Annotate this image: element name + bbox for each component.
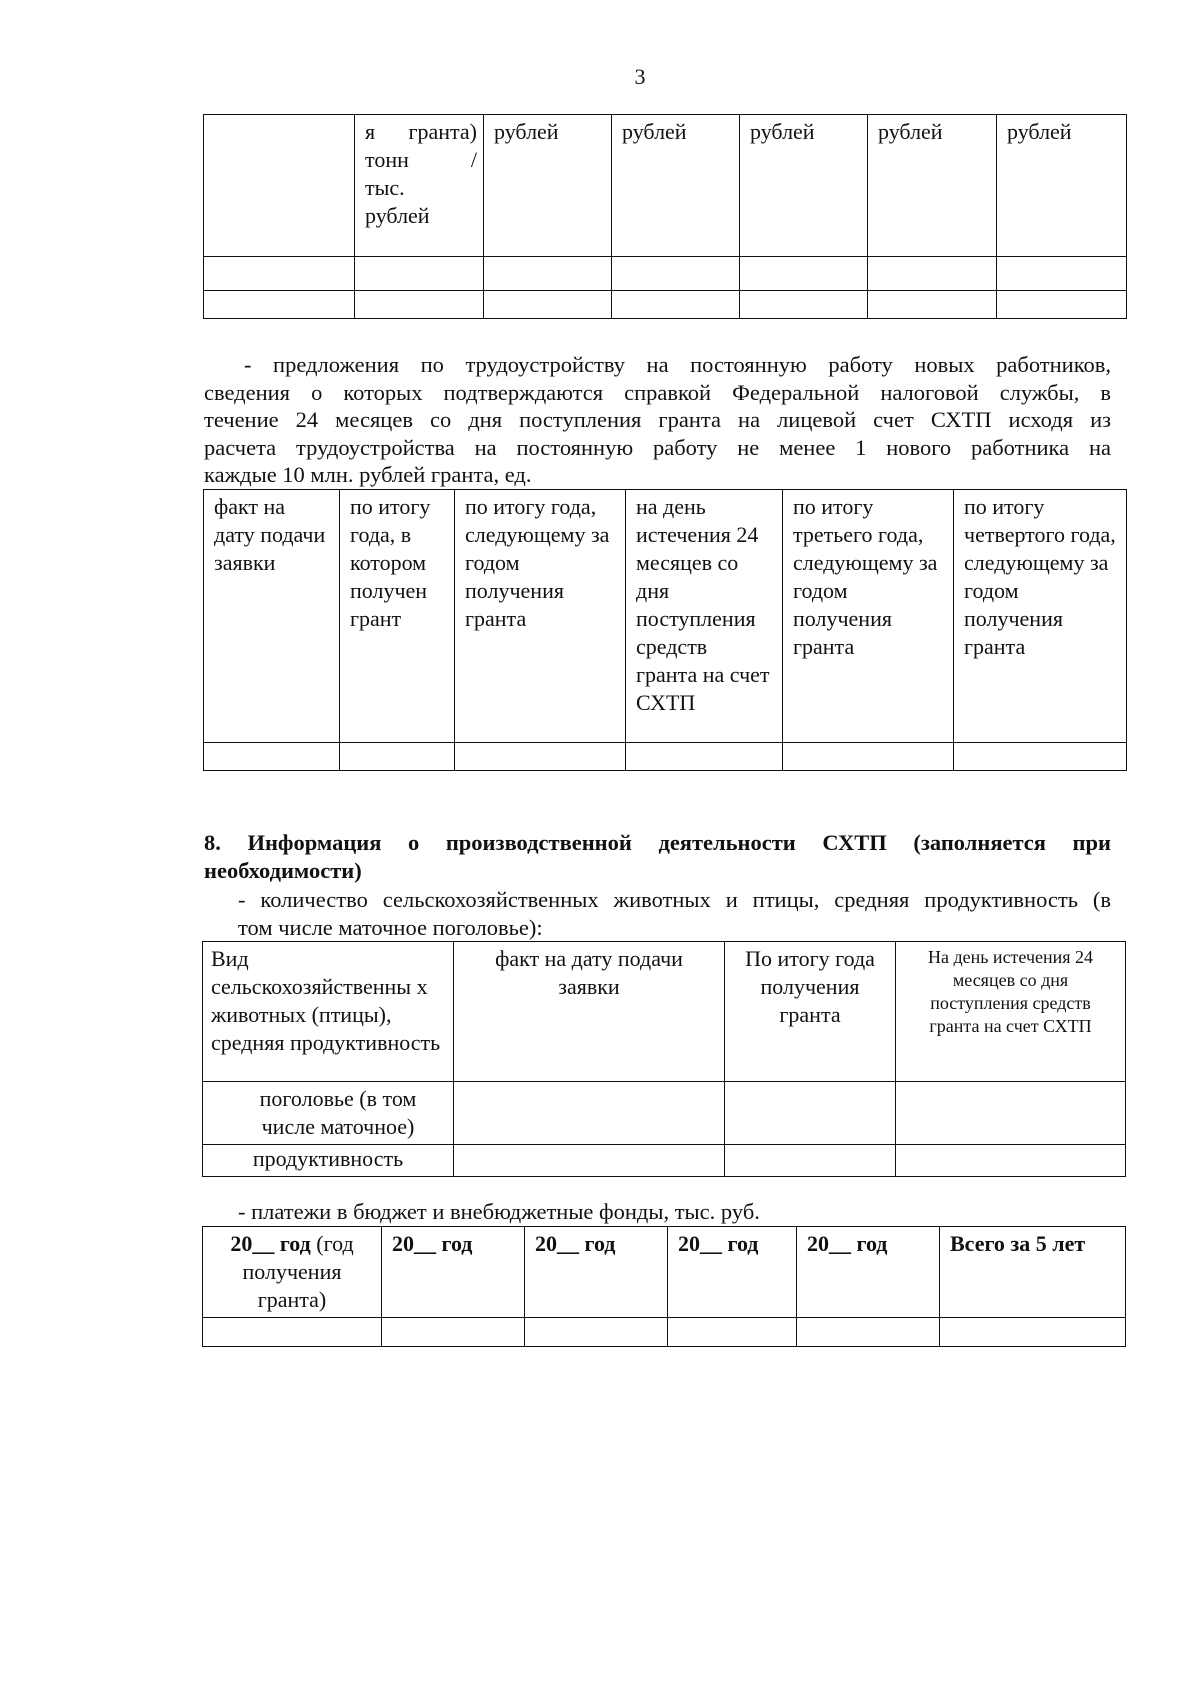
employment-line-1: - предложения по трудоустройству на постоянную работу новых работников, xyxy=(244,352,1111,377)
livestock-col-24months: На день истечения 24 месяцев со дня поступления средств гранта на счет СХТП xyxy=(896,942,1126,1082)
page-number: 3 xyxy=(634,64,646,89)
livestock-table xyxy=(202,941,1126,1177)
table-row xyxy=(203,1318,1126,1347)
payments-col-total: Всего за 5 лет xyxy=(940,1227,1126,1318)
table-row xyxy=(204,291,1127,319)
section-8-heading xyxy=(204,829,1111,884)
employment-line-3: течение 24 месяцев со дня поступления гранта на лицевой счет СХТП исходя из xyxy=(204,407,1111,432)
livestock-col-fact: факт на дату подачи заявки xyxy=(454,942,725,1082)
livestock-col-year: По итогу года получения гранта xyxy=(725,942,896,1082)
livestock-caption-line-2: том числе маточное поголовье): xyxy=(238,914,543,940)
continued-table-cell-empty xyxy=(204,115,355,257)
continued-table-rub-5: рублей xyxy=(997,115,1127,257)
continued-table xyxy=(203,114,1127,319)
continued-table-rub-2: рублей xyxy=(612,115,740,257)
continued-table-rub-1: рублей xyxy=(484,115,612,257)
table-row xyxy=(204,743,1127,771)
livestock-caption xyxy=(204,886,1111,941)
unit-line-1: я гранта) xyxy=(365,119,477,144)
employment-paragraph xyxy=(204,351,1111,489)
payments-table xyxy=(202,1226,1126,1347)
payments-col-year-5: 20__ год xyxy=(797,1227,940,1318)
table-row xyxy=(204,257,1127,291)
employment-line-4: расчета трудоустройства на постоянную работу не менее 1 нового работника на xyxy=(204,434,1111,460)
payments-col-year-4: 20__ год xyxy=(668,1227,797,1318)
payments-col-grant-year xyxy=(203,1227,382,1318)
continued-table-rub-4: рублей xyxy=(868,115,997,257)
payments-col-year-3: 20__ год xyxy=(525,1227,668,1318)
livestock-col-type: Вид сельскохозяйственны х животных (птицы), средняя продуктивность xyxy=(203,942,454,1082)
unit-line-3: тыс. xyxy=(365,175,405,200)
employment-table xyxy=(203,489,1127,771)
employment-col-1: факт на дату подачи заявки xyxy=(204,490,340,743)
payments-col-year-2: 20__ год xyxy=(382,1227,525,1318)
continued-table-unit-cell xyxy=(355,115,484,257)
continued-table-rub-3: рублей xyxy=(740,115,868,257)
employment-col-5: по итогу третьего года, следующему за годом получения гранта xyxy=(783,490,954,743)
employment-col-2: по итогу года, в котором получен грант xyxy=(340,490,455,743)
payments-col-grant-year-note: (год получения гранта) xyxy=(242,1231,354,1312)
unit-line-4: рублей xyxy=(365,203,430,228)
employment-col-4: на день истечения 24 месяцев со дня поступления средств гранта на счет СХТП xyxy=(626,490,783,743)
section-8-heading-line-2: необходимости) xyxy=(204,857,362,883)
livestock-row-productivity: продуктивность xyxy=(203,1145,454,1177)
unit-line-2: тонн / xyxy=(365,147,477,172)
payments-caption: - платежи в бюджет и внебюджетные фонды, тыс. руб. xyxy=(238,1199,760,1224)
employment-col-3: по итогу года, следующему за годом получения гранта xyxy=(455,490,626,743)
payments-col-grant-year-bold: 20__ год xyxy=(230,1231,311,1256)
livestock-caption-line-1: - количество сельскохозяйственных животных и птицы, средняя продуктивность (в xyxy=(238,887,1111,912)
employment-line-5: каждые 10 млн. рублей гранта, ед. xyxy=(204,462,532,487)
section-8-heading-line-1: 8. Информация о производственной деятельности СХТП (заполняется при xyxy=(204,830,1111,855)
employment-line-2: сведения о которых подтверждаются справкой Федеральной налоговой службы, в xyxy=(204,379,1111,405)
livestock-row-headcount: поголовье (в том числе маточное) xyxy=(203,1082,454,1145)
employment-col-6: по итогу четвертого года, следующему за годом получения гранта xyxy=(954,490,1127,743)
